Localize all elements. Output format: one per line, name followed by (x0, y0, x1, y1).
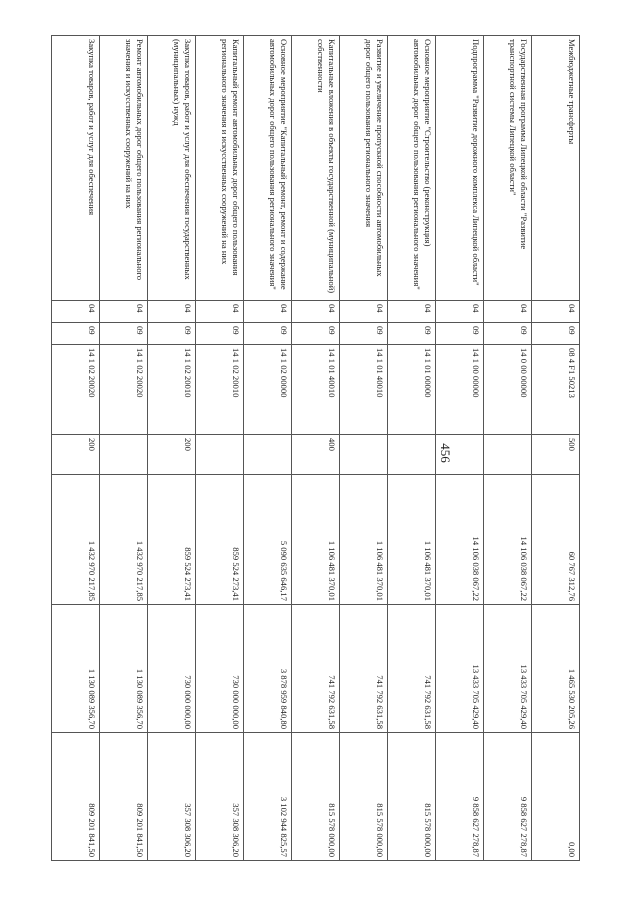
expense-type-cell (340, 435, 388, 475)
subsection-code-cell: 09 (100, 323, 148, 345)
amount-year2-cell: 741 792 631,58 (388, 605, 436, 733)
section-code-cell: 04 (340, 301, 388, 323)
expense-type-cell (244, 435, 292, 475)
row-name-cell: Государственная программа Липецкой области "Развитие транспортной системы Липецкой области" (484, 36, 532, 301)
row-name-cell: Ремонт автомобильных дорог общего пользования регионального значения и искусственных сооружений на них (100, 36, 148, 301)
table-row (388, 36, 436, 861)
row-name-cell: Закупка товаров, работ и услуг для обеспечения государственных (муниципальных) нужд (148, 36, 196, 301)
amount-year1-cell: 859 524 273,41 (196, 475, 244, 605)
subsection-code-cell: 09 (244, 323, 292, 345)
row-name-cell: Капитальные вложения в объекты государственной (муниципальной) собственности (292, 36, 340, 301)
amount-year2-cell: 13 433 705 429,40 (436, 605, 484, 733)
row-name-cell: Закупка товаров, работ и услуг для обеспечения (52, 36, 100, 301)
page-number: 456 (438, 443, 453, 463)
target-article-cell: 14 1 02 00000 (244, 345, 292, 435)
amount-year3-cell: 809 201 841,50 (100, 733, 148, 861)
subsection-code-cell: 09 (196, 323, 244, 345)
expense-type-cell: 500 (532, 435, 580, 475)
section-code-cell: 04 (244, 301, 292, 323)
target-article-cell: 14 0 00 00000 (484, 345, 532, 435)
amount-year1-cell: 5 090 635 646,17 (244, 475, 292, 605)
amount-year3-cell: 9 858 627 278,87 (484, 733, 532, 861)
row-name-cell: Основное мероприятие "Строительство (реконструкция) автомобильных дорог общего пользования регионального значения" (388, 36, 436, 301)
amount-year3-cell: 9 858 627 278,87 (436, 733, 484, 861)
row-name-cell: Основное мероприятие "Капитальный ремонт, ремонт и содержание автомобильных дорог общего пользования регионального значения" (244, 36, 292, 301)
row-name-cell: Капитальный ремонт автомобильных дорог общего пользования регионального значения и искусственных сооружений на них (196, 36, 244, 301)
amount-year1-cell: 14 106 038 067,22 (484, 475, 532, 605)
expense-type-cell (100, 435, 148, 475)
expense-type-cell (484, 435, 532, 475)
amount-year1-cell: 14 106 038 067,22 (436, 475, 484, 605)
amount-year3-cell: 815 578 000,00 (292, 733, 340, 861)
section-code-cell: 04 (196, 301, 244, 323)
amount-year1-cell: 1 432 970 217,85 (52, 475, 100, 605)
amount-year1-cell: 60 767 312,76 (532, 475, 580, 605)
subsection-code-cell: 09 (484, 323, 532, 345)
target-article-cell: 14 1 01 40010 (292, 345, 340, 435)
table-row (532, 36, 580, 861)
amount-year3-cell: 357 308 306,20 (148, 733, 196, 861)
expense-type-cell: 400 (292, 435, 340, 475)
amount-year2-cell: 730 000 000,00 (196, 605, 244, 733)
amount-year3-cell: 357 308 306,20 (196, 733, 244, 861)
target-article-cell: 08 4 F1 50213 (532, 345, 580, 435)
amount-year2-cell: 741 792 631,58 (340, 605, 388, 733)
amount-year3-cell: 0,00 (532, 733, 580, 861)
section-code-cell: 04 (148, 301, 196, 323)
subsection-code-cell: 09 (388, 323, 436, 345)
row-name-cell: Развитие и увеличение пропускной способности автомобильных дорог общего пользования регионального значения (340, 36, 388, 301)
amount-year1-cell: 1 106 481 370,01 (388, 475, 436, 605)
amount-year2-cell: 1 130 089 356,70 (52, 605, 100, 733)
table-row (196, 36, 244, 861)
target-article-cell: 14 1 02 20020 (52, 345, 100, 435)
expense-type-cell (388, 435, 436, 475)
amount-year2-cell: 730 000 000,00 (148, 605, 196, 733)
section-code-cell: 04 (484, 301, 532, 323)
amount-year1-cell: 1 106 481 370,01 (340, 475, 388, 605)
target-article-cell: 14 1 02 20010 (148, 345, 196, 435)
expense-type-cell: 200 (52, 435, 100, 475)
amount-year1-cell: 859 524 273,41 (148, 475, 196, 605)
row-name-cell: Подпрограмма "Развитие дорожного комплекса Липецкой области" (436, 36, 484, 301)
subsection-code-cell: 09 (292, 323, 340, 345)
target-article-cell: 14 1 01 40010 (340, 345, 388, 435)
section-code-cell: 04 (388, 301, 436, 323)
expense-type-cell (436, 435, 484, 475)
amount-year2-cell: 3 878 959 840,80 (244, 605, 292, 733)
subsection-code-cell: 09 (52, 323, 100, 345)
table-row (52, 36, 100, 861)
amount-year3-cell: 3 102 944 825,57 (244, 733, 292, 861)
amount-year3-cell: 809 201 841,50 (52, 733, 100, 861)
amount-year2-cell: 13 433 705 429,40 (484, 605, 532, 733)
amount-year1-cell: 1 432 970 217,85 (100, 475, 148, 605)
table-row (100, 36, 148, 861)
target-article-cell: 14 1 02 20010 (196, 345, 244, 435)
budget-table (51, 35, 580, 861)
table-row (436, 36, 484, 861)
table-row (340, 36, 388, 861)
section-code-cell: 04 (100, 301, 148, 323)
amount-year2-cell: 1 130 089 356,70 (100, 605, 148, 733)
table-row (292, 36, 340, 861)
amount-year2-cell: 1 465 530 205,26 (532, 605, 580, 733)
target-article-cell: 14 1 02 20020 (100, 345, 148, 435)
table-row (148, 36, 196, 861)
subsection-code-cell: 09 (340, 323, 388, 345)
budget-table-rotated (60, 35, 580, 860)
table-body (52, 36, 580, 861)
section-code-cell: 04 (532, 301, 580, 323)
subsection-code-cell: 09 (436, 323, 484, 345)
subsection-code-cell: 09 (148, 323, 196, 345)
amount-year2-cell: 741 792 631,58 (292, 605, 340, 733)
table-row (244, 36, 292, 861)
row-name-cell: Межбюджетные трансферты (532, 36, 580, 301)
amount-year1-cell: 1 106 481 370,01 (292, 475, 340, 605)
section-code-cell: 04 (436, 301, 484, 323)
expense-type-cell (196, 435, 244, 475)
target-article-cell: 14 1 00 00000 (436, 345, 484, 435)
expense-type-cell: 200 (148, 435, 196, 475)
amount-year3-cell: 815 578 000,00 (388, 733, 436, 861)
table-row (484, 36, 532, 861)
section-code-cell: 04 (292, 301, 340, 323)
section-code-cell: 04 (52, 301, 100, 323)
amount-year3-cell: 815 578 000,00 (340, 733, 388, 861)
subsection-code-cell: 09 (532, 323, 580, 345)
target-article-cell: 14 1 01 00000 (388, 345, 436, 435)
